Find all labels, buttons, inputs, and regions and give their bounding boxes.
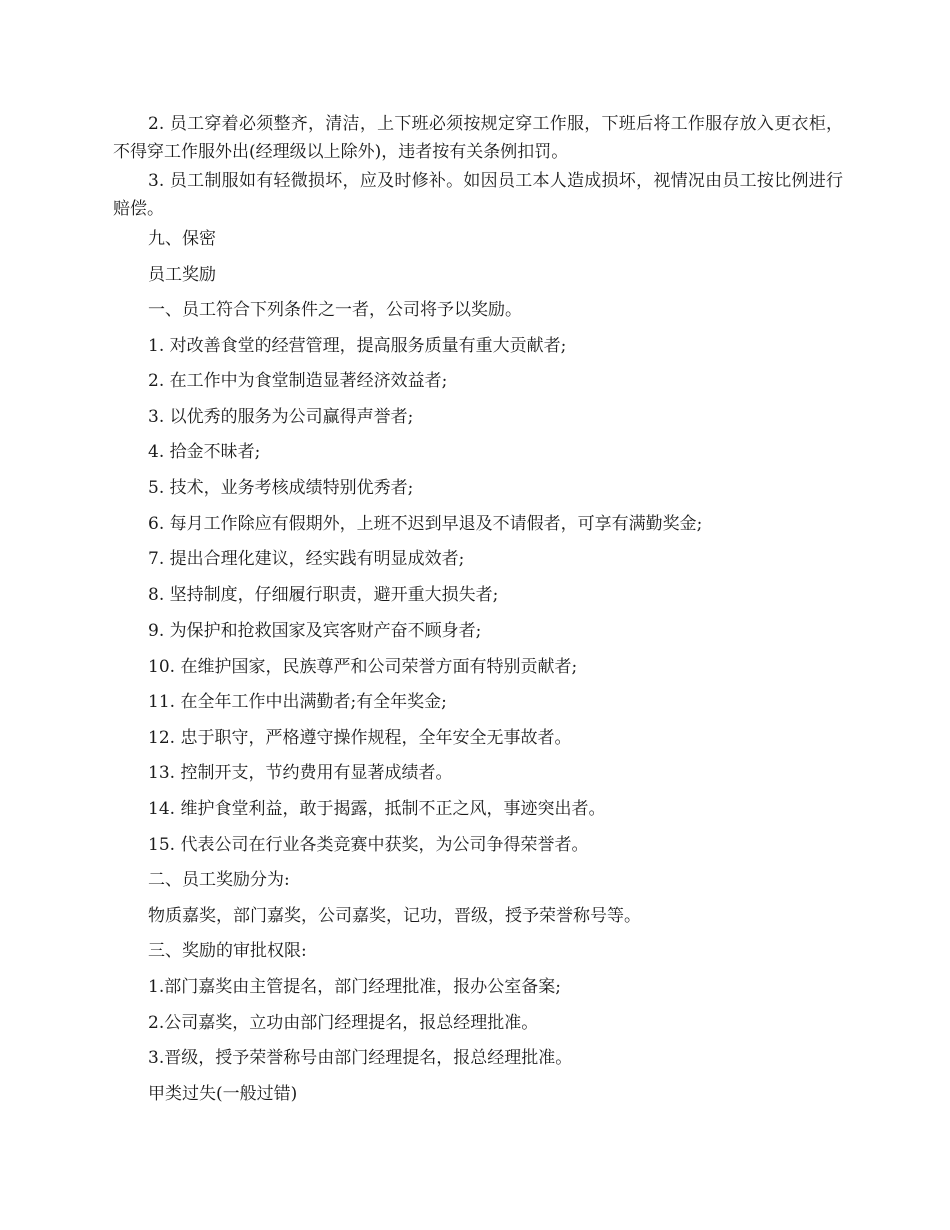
reward-condition-item: 6. 每月工作除应有假期外，上班不迟到早退及不请假者，可享有满勤奖金; (148, 514, 703, 534)
approval-authority-item: 3.晋级，授予荣誉称号由部门经理提名，报总经理批准。 (148, 1048, 573, 1068)
reward-condition-item: 14. 维护食堂利益，敢于揭露，抵制不正之风，事迹突出者。 (148, 799, 606, 819)
reward-condition-item: 8. 坚持制度，仔细履行职责，避开重大损失者; (148, 585, 499, 605)
approval-authority-item: 1.部门嘉奖由主管提名，部门经理批准，报办公室备案; (148, 977, 561, 997)
reward-condition-item: 7. 提出合理化建议，经实践有明显成效者; (148, 549, 465, 569)
section-heading-confidentiality: 九、保密 (148, 229, 216, 249)
approval-authority-heading: 三、奖励的审批权限: (148, 941, 307, 961)
reward-condition-item: 2. 在工作中为食堂制造显著经济效益者; (148, 371, 448, 391)
reward-condition-item: 5. 技术，业务考核成绩特别优秀者; (148, 478, 414, 498)
reward-conditions-heading: 一、员工符合下列条件之一者，公司将予以奖励。 (148, 300, 522, 320)
reward-condition-item: 11. 在全年工作中出满勤者;有全年奖金; (148, 692, 447, 712)
reward-types-list: 物质嘉奖，部门嘉奖，公司嘉奖，记功，晋级，授予荣誉称号等。 (148, 906, 641, 926)
reward-condition-item: 9. 为保护和抢救国家及宾客财产奋不顾身者; (148, 621, 482, 641)
approval-authority-item: 2.公司嘉奖，立功由部门经理提名，报总经理批准。 (148, 1013, 539, 1033)
reward-condition-item: 15. 代表公司在行业各类竞赛中获奖，为公司争得荣誉者。 (148, 835, 589, 855)
section-heading-employee-rewards: 员工奖励 (148, 265, 216, 285)
reward-condition-item: 13. 控制开支，节约费用有显著成绩者。 (148, 763, 453, 783)
reward-types-heading: 二、员工奖励分为: (148, 870, 290, 890)
paragraph-uniform-damage: 3. 员工制服如有轻微损坏，应及时修补。如因员工本人造成损坏，视情况由员工按比例进行赔偿。 (113, 171, 843, 219)
reward-condition-item: 12. 忠于职守，严格遵守操作规程，全年安全无事故者。 (148, 728, 572, 748)
section-heading-class-a-fault: 甲类过失(一般过错) (148, 1084, 298, 1104)
reward-condition-item: 4. 拾金不昧者; (148, 442, 261, 462)
paragraph-uniform-rules: 2. 员工穿着必须整齐，清洁，上下班必须按规定穿工作服，下班后将工作服存放入更衣柜，不得穿工作服外出(经理级以上除外)，违者按有关条例扣罚。 (113, 114, 843, 162)
reward-condition-item: 3. 以优秀的服务为公司赢得声誉者; (148, 407, 414, 427)
reward-condition-item: 1. 对改善食堂的经营管理，提高服务质量有重大贡献者; (148, 336, 567, 356)
reward-condition-item: 10. 在维护国家，民族尊严和公司荣誉方面有特别贡献者; (148, 657, 578, 677)
